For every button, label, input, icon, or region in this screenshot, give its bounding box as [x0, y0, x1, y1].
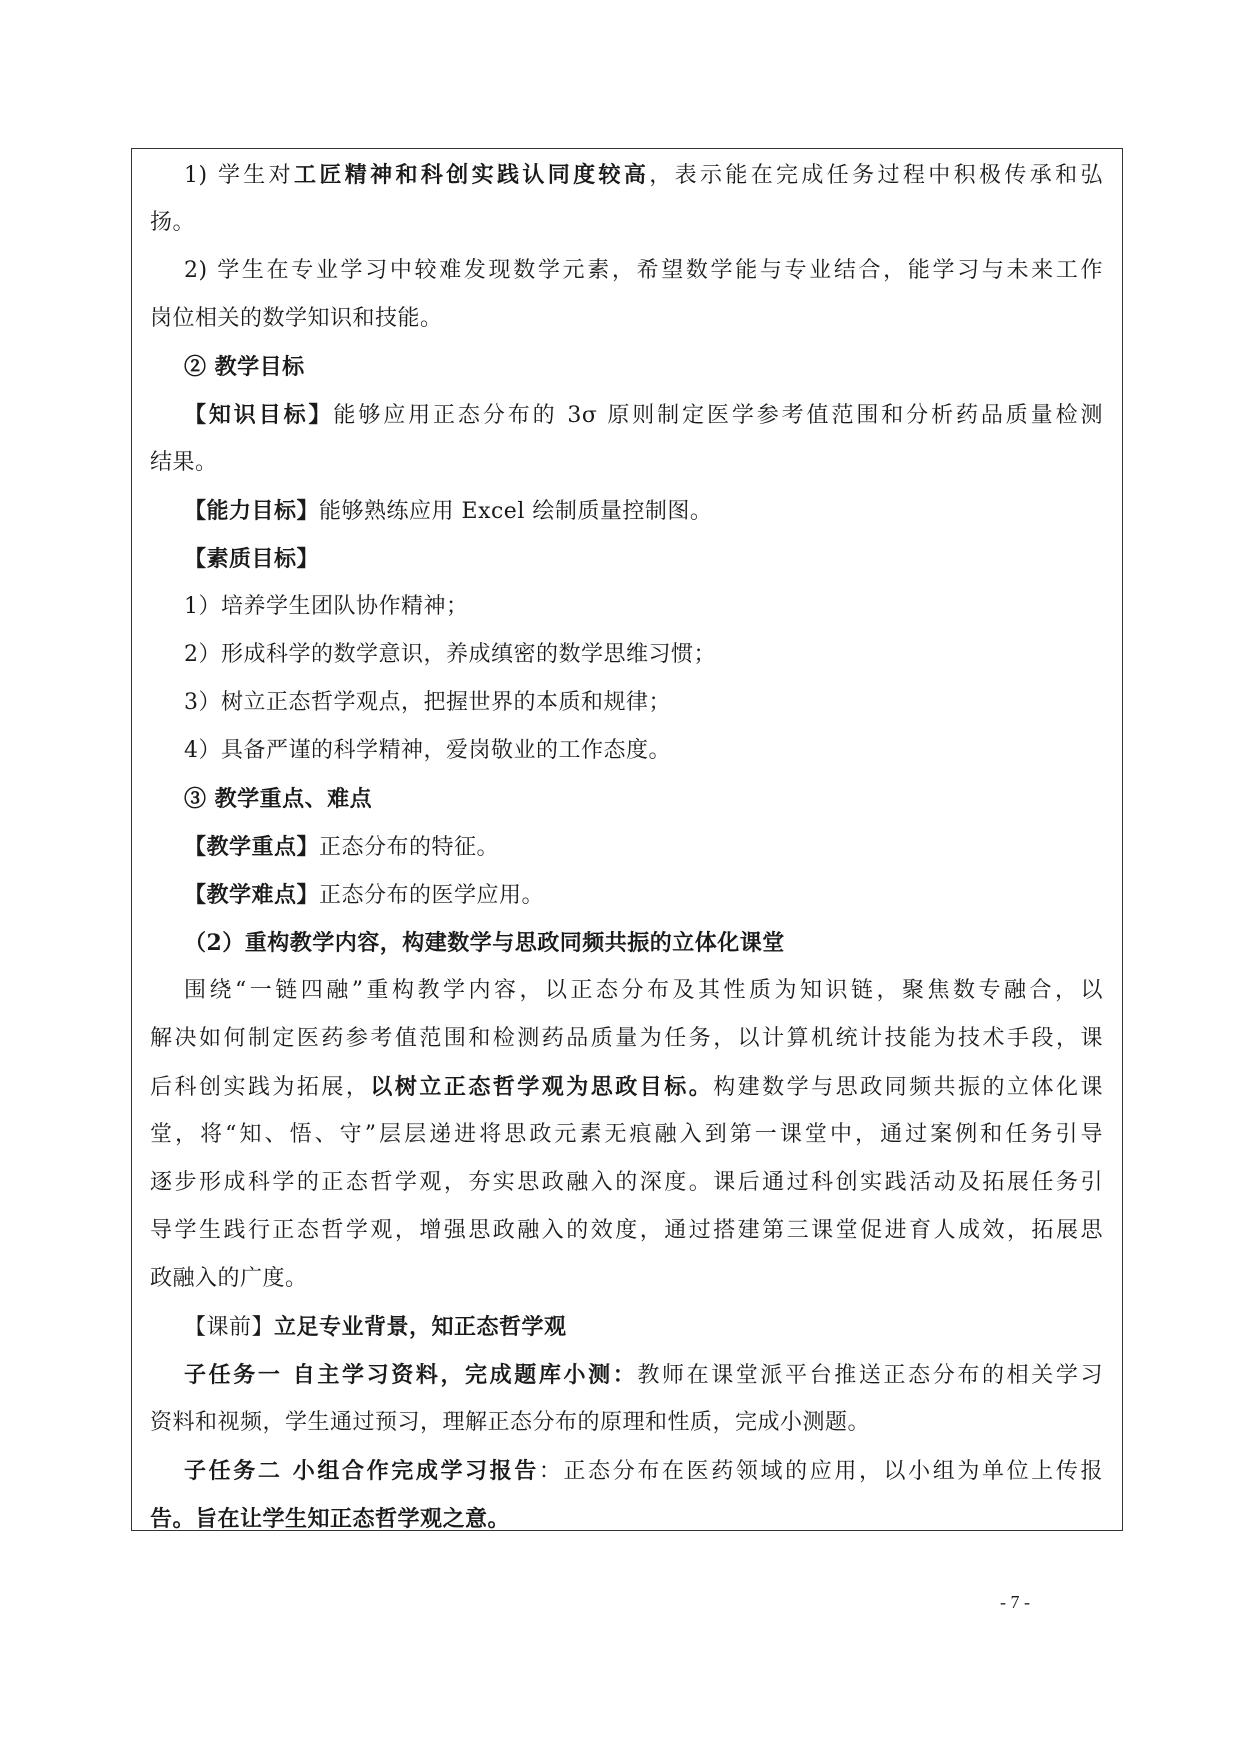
text-line: 【素质目标】 — [184, 546, 320, 572]
text-line: 堂，将“知、悟、守”层层递进将思政元素无痕融入到第一课堂中，通过案例和任务引导 — [150, 1122, 1103, 1147]
page-number: - 7 - — [1000, 1592, 1030, 1612]
text-line: 资料和视频，学生通过预习，理解正态分布的原理和性质，完成小测题。 — [150, 1410, 871, 1435]
section-heading: ② 教学目标 — [184, 354, 305, 380]
section-heading: 【课前】立足专业背景，知正态哲学观 — [184, 1314, 567, 1340]
text-line: 【教学难点】正态分布的医学应用。 — [184, 882, 545, 908]
text-line: 围绕“一链四融”重构教学内容，以正态分布及其性质为知识链，聚焦数专融合，以 — [184, 978, 1103, 1003]
text-line: 扬。 — [150, 210, 196, 235]
text-line: 后科创实践为拓展，以树立正态哲学观为思政目标。构建数学与思政同频共振的立体化课 — [150, 1074, 1103, 1100]
text-line: 政融入的广度。 — [150, 1266, 308, 1291]
text-line: 1) 学生对工匠精神和科创实践认同度较高，表示能在完成任务过程中积极传承和弘 — [184, 162, 1103, 188]
list-item: 3）树立正态哲学观点，把握世界的本质和规律； — [184, 690, 671, 715]
text-line: 【教学重点】正态分布的特征。 — [184, 834, 500, 860]
list-item: 4）具备严谨的科学精神，爱岗敬业的工作态度。 — [184, 738, 671, 763]
text-line: 【知识目标】能够应用正态分布的 3σ 原则制定医学参考值范围和分析药品质量检测 — [184, 402, 1103, 428]
text-line: 告。旨在让学生知正态哲学观之意。 — [150, 1506, 511, 1532]
section-heading: （2）重构教学内容，构建数学与思政同频共振的立体化课堂 — [184, 930, 785, 956]
text-line: 2) 学生在专业学习中较难发现数学元素，希望数学能与专业结合，能学习与未来工作 — [184, 258, 1103, 283]
text-line: 子任务一 自主学习资料，完成题库小测：教师在课堂派平台推送正态分布的相关学习 — [184, 1362, 1103, 1388]
text-line: 岗位相关的数学知识和技能。 — [150, 306, 443, 331]
list-item: 1）培养学生团队协作精神； — [184, 594, 469, 619]
text-line: 逐步形成科学的正态哲学观，夯实思政融入的深度。课后通过科创实践活动及拓展任务引 — [150, 1170, 1103, 1195]
text-line: 【能力目标】能够熟练应用 Excel 绘制质量控制图。 — [184, 498, 713, 524]
text-line: 结果。 — [150, 450, 218, 475]
text-line: 导学生践行正态哲学观，增强思政融入的效度，通过搭建第三课堂促进育人成效，拓展思 — [150, 1218, 1103, 1243]
section-heading: ③ 教学重点、难点 — [184, 786, 373, 812]
list-item: 2）形成科学的数学意识，养成缜密的数学思维习惯； — [184, 642, 716, 667]
text-line: 子任务二 小组合作完成学习报告：正态分布在医药领域的应用，以小组为单位上传报 — [184, 1458, 1103, 1484]
text-line: 解决如何制定医药参考值范围和检测药品质量为任务，以计算机统计技能为技术手段，课 — [150, 1026, 1103, 1051]
